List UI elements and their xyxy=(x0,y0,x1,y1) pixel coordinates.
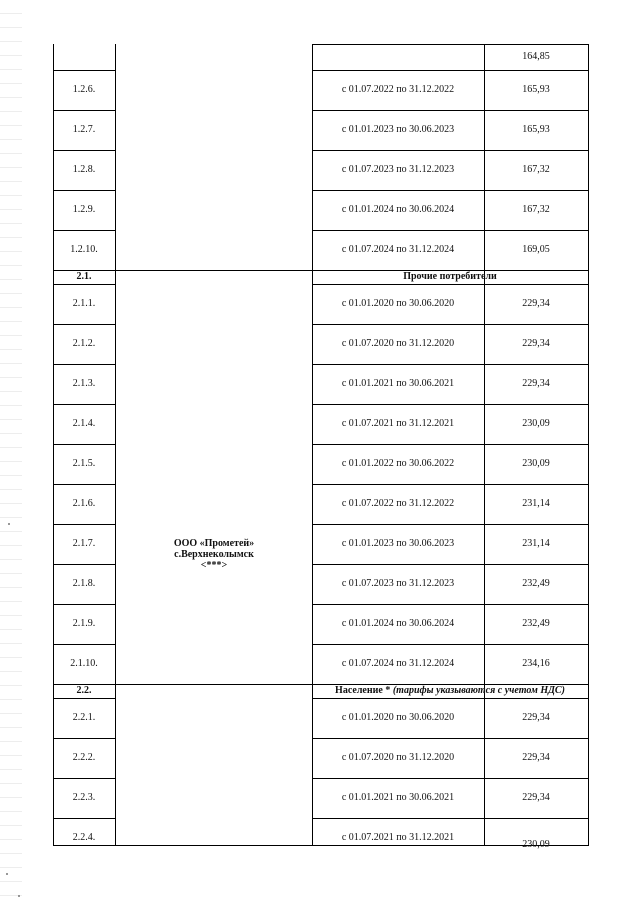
row-border-num xyxy=(53,230,116,231)
row-number: 1.2.10. xyxy=(70,244,98,255)
tariff-value: 169,05 xyxy=(522,244,550,255)
tariff-value: 231,14 xyxy=(522,498,550,509)
row-border-data xyxy=(312,444,589,445)
row-border-data xyxy=(312,524,589,525)
row-border-num xyxy=(53,110,116,111)
tariff-value: 232,49 xyxy=(522,578,550,589)
scan-edge-artifact xyxy=(0,0,22,905)
row-border-data xyxy=(312,778,589,779)
row-border-num xyxy=(53,150,116,151)
row-number: 2.2.4. xyxy=(72,832,96,843)
tariff-period: с 01.07.2020 по 31.12.2020 xyxy=(341,338,455,349)
tariff-period: с 01.07.2023 по 31.12.2023 xyxy=(341,578,455,589)
row-border-num xyxy=(53,484,116,485)
row-border-data xyxy=(312,230,589,231)
tariff-value: 229,34 xyxy=(522,378,550,389)
tariff-value: 165,93 xyxy=(522,84,550,95)
scan-speck xyxy=(8,523,10,525)
row-border-num xyxy=(53,644,116,645)
tariff-period: с 01.07.2021 по 31.12.2021 xyxy=(341,418,455,429)
tariff-period: с 01.01.2023 по 30.06.2023 xyxy=(341,538,455,549)
row-border-data xyxy=(312,404,589,405)
tariff-value: 165,93 xyxy=(522,124,550,135)
tariff-value: 231,14 xyxy=(522,538,550,549)
tariff-period: с 01.01.2024 по 30.06.2024 xyxy=(341,618,455,629)
row-border-data xyxy=(312,70,589,71)
row-border-num xyxy=(53,778,116,779)
row-number: 2.1.6. xyxy=(72,498,96,509)
row-border-data xyxy=(312,644,589,645)
section-number: 2.2. xyxy=(76,685,92,696)
section-number: 2.1. xyxy=(76,271,92,282)
row-number: 2.2.3. xyxy=(72,792,96,803)
tariff-period: с 01.07.2022 по 31.12.2022 xyxy=(341,498,455,509)
row-border-num xyxy=(53,190,116,191)
row-number: 2.1.3. xyxy=(72,378,96,389)
row-number: 2.1.5. xyxy=(72,458,96,469)
row-number: 2.1.1. xyxy=(72,298,96,309)
tariff-value: 167,32 xyxy=(522,164,550,175)
tariff-value: 230,09 xyxy=(522,839,550,850)
row-border-data xyxy=(312,364,589,365)
row-border-num xyxy=(53,524,116,525)
tariff-period: с 01.07.2022 по 31.12.2022 xyxy=(341,84,455,95)
row-border-data xyxy=(312,284,589,285)
organization-location: с.Верхнеколымск xyxy=(174,549,254,560)
row-border-num xyxy=(53,364,116,365)
row-border-num xyxy=(53,324,116,325)
row-border-num xyxy=(53,604,116,605)
row-border-data xyxy=(312,564,589,565)
row-number: 1.2.7. xyxy=(72,124,96,135)
tariff-value: 229,34 xyxy=(522,338,550,349)
row-border-num xyxy=(53,444,116,445)
section-title: Население * (тарифы указываются с учетом НДС) xyxy=(335,685,565,696)
tariff-period: с 01.01.2021 по 30.06.2021 xyxy=(341,378,455,389)
row-border-num xyxy=(53,738,116,739)
row-number: 2.1.8. xyxy=(72,578,96,589)
tariff-period: с 01.07.2024 по 31.12.2024 xyxy=(341,658,455,669)
row-border-data xyxy=(312,110,589,111)
tariff-period: с 01.07.2021 по 31.12.2021 xyxy=(341,832,455,843)
tariff-value: 234,16 xyxy=(522,658,550,669)
row-border-data xyxy=(312,44,589,45)
tariff-value: 229,34 xyxy=(522,298,550,309)
tariff-value: 229,34 xyxy=(522,752,550,763)
row-number: 1.2.6. xyxy=(72,84,96,95)
tariff-value: 229,34 xyxy=(522,712,550,723)
organization-name: ООО «Прометей» xyxy=(173,538,255,549)
row-border-data xyxy=(312,818,589,819)
row-border-data xyxy=(312,604,589,605)
tariff-value: 230,09 xyxy=(522,418,550,429)
section-title-note: (тарифы указываются с учетом НДС) xyxy=(392,685,565,696)
row-number: 2.2.2. xyxy=(72,752,96,763)
row-border-num xyxy=(53,404,116,405)
row-border-data xyxy=(312,324,589,325)
tariff-period: с 01.01.2022 по 30.06.2022 xyxy=(341,458,455,469)
row-border-data xyxy=(312,738,589,739)
row-number: 2.1.4. xyxy=(72,418,96,429)
tariff-value: 232,49 xyxy=(522,618,550,629)
tariff-period: с 01.01.2020 по 30.06.2020 xyxy=(341,298,455,309)
row-number: 2.1.7. xyxy=(72,538,96,549)
row-border-data xyxy=(312,150,589,151)
tariff-value: 164,85 xyxy=(522,51,550,62)
tariff-value: 230,09 xyxy=(522,458,550,469)
row-number: 2.2.1. xyxy=(72,712,96,723)
row-number: 2.1.10. xyxy=(70,658,98,669)
tariff-period: с 01.07.2023 по 31.12.2023 xyxy=(341,164,455,175)
scan-speck xyxy=(6,873,8,875)
tariff-period: с 01.07.2024 по 31.12.2024 xyxy=(341,244,455,255)
row-border-data xyxy=(312,484,589,485)
organization-note: <***> xyxy=(200,560,228,571)
tariff-period: с 01.07.2020 по 31.12.2020 xyxy=(341,752,455,763)
row-border-num xyxy=(53,564,116,565)
tariff-value: 167,32 xyxy=(522,204,550,215)
tariff-value: 229,34 xyxy=(522,792,550,803)
row-border-data xyxy=(312,698,589,699)
row-border-num xyxy=(53,70,116,71)
section-title: Прочие потребители xyxy=(403,271,497,282)
organization-cell xyxy=(116,538,312,571)
row-border-num xyxy=(53,284,116,285)
row-border-num xyxy=(53,818,116,819)
row-border-num xyxy=(53,698,116,699)
row-number: 1.2.8. xyxy=(72,164,96,175)
tariff-period: с 01.01.2020 по 30.06.2020 xyxy=(341,712,455,723)
scan-speck xyxy=(18,895,20,897)
tariff-period: с 01.01.2023 по 30.06.2023 xyxy=(341,124,455,135)
tariff-period: с 01.01.2024 по 30.06.2024 xyxy=(341,204,455,215)
tariff-period: с 01.01.2021 по 30.06.2021 xyxy=(341,792,455,803)
row-number: 1.2.9. xyxy=(72,204,96,215)
row-number: 2.1.2. xyxy=(72,338,96,349)
row-border-data xyxy=(312,190,589,191)
row-number: 2.1.9. xyxy=(72,618,96,629)
